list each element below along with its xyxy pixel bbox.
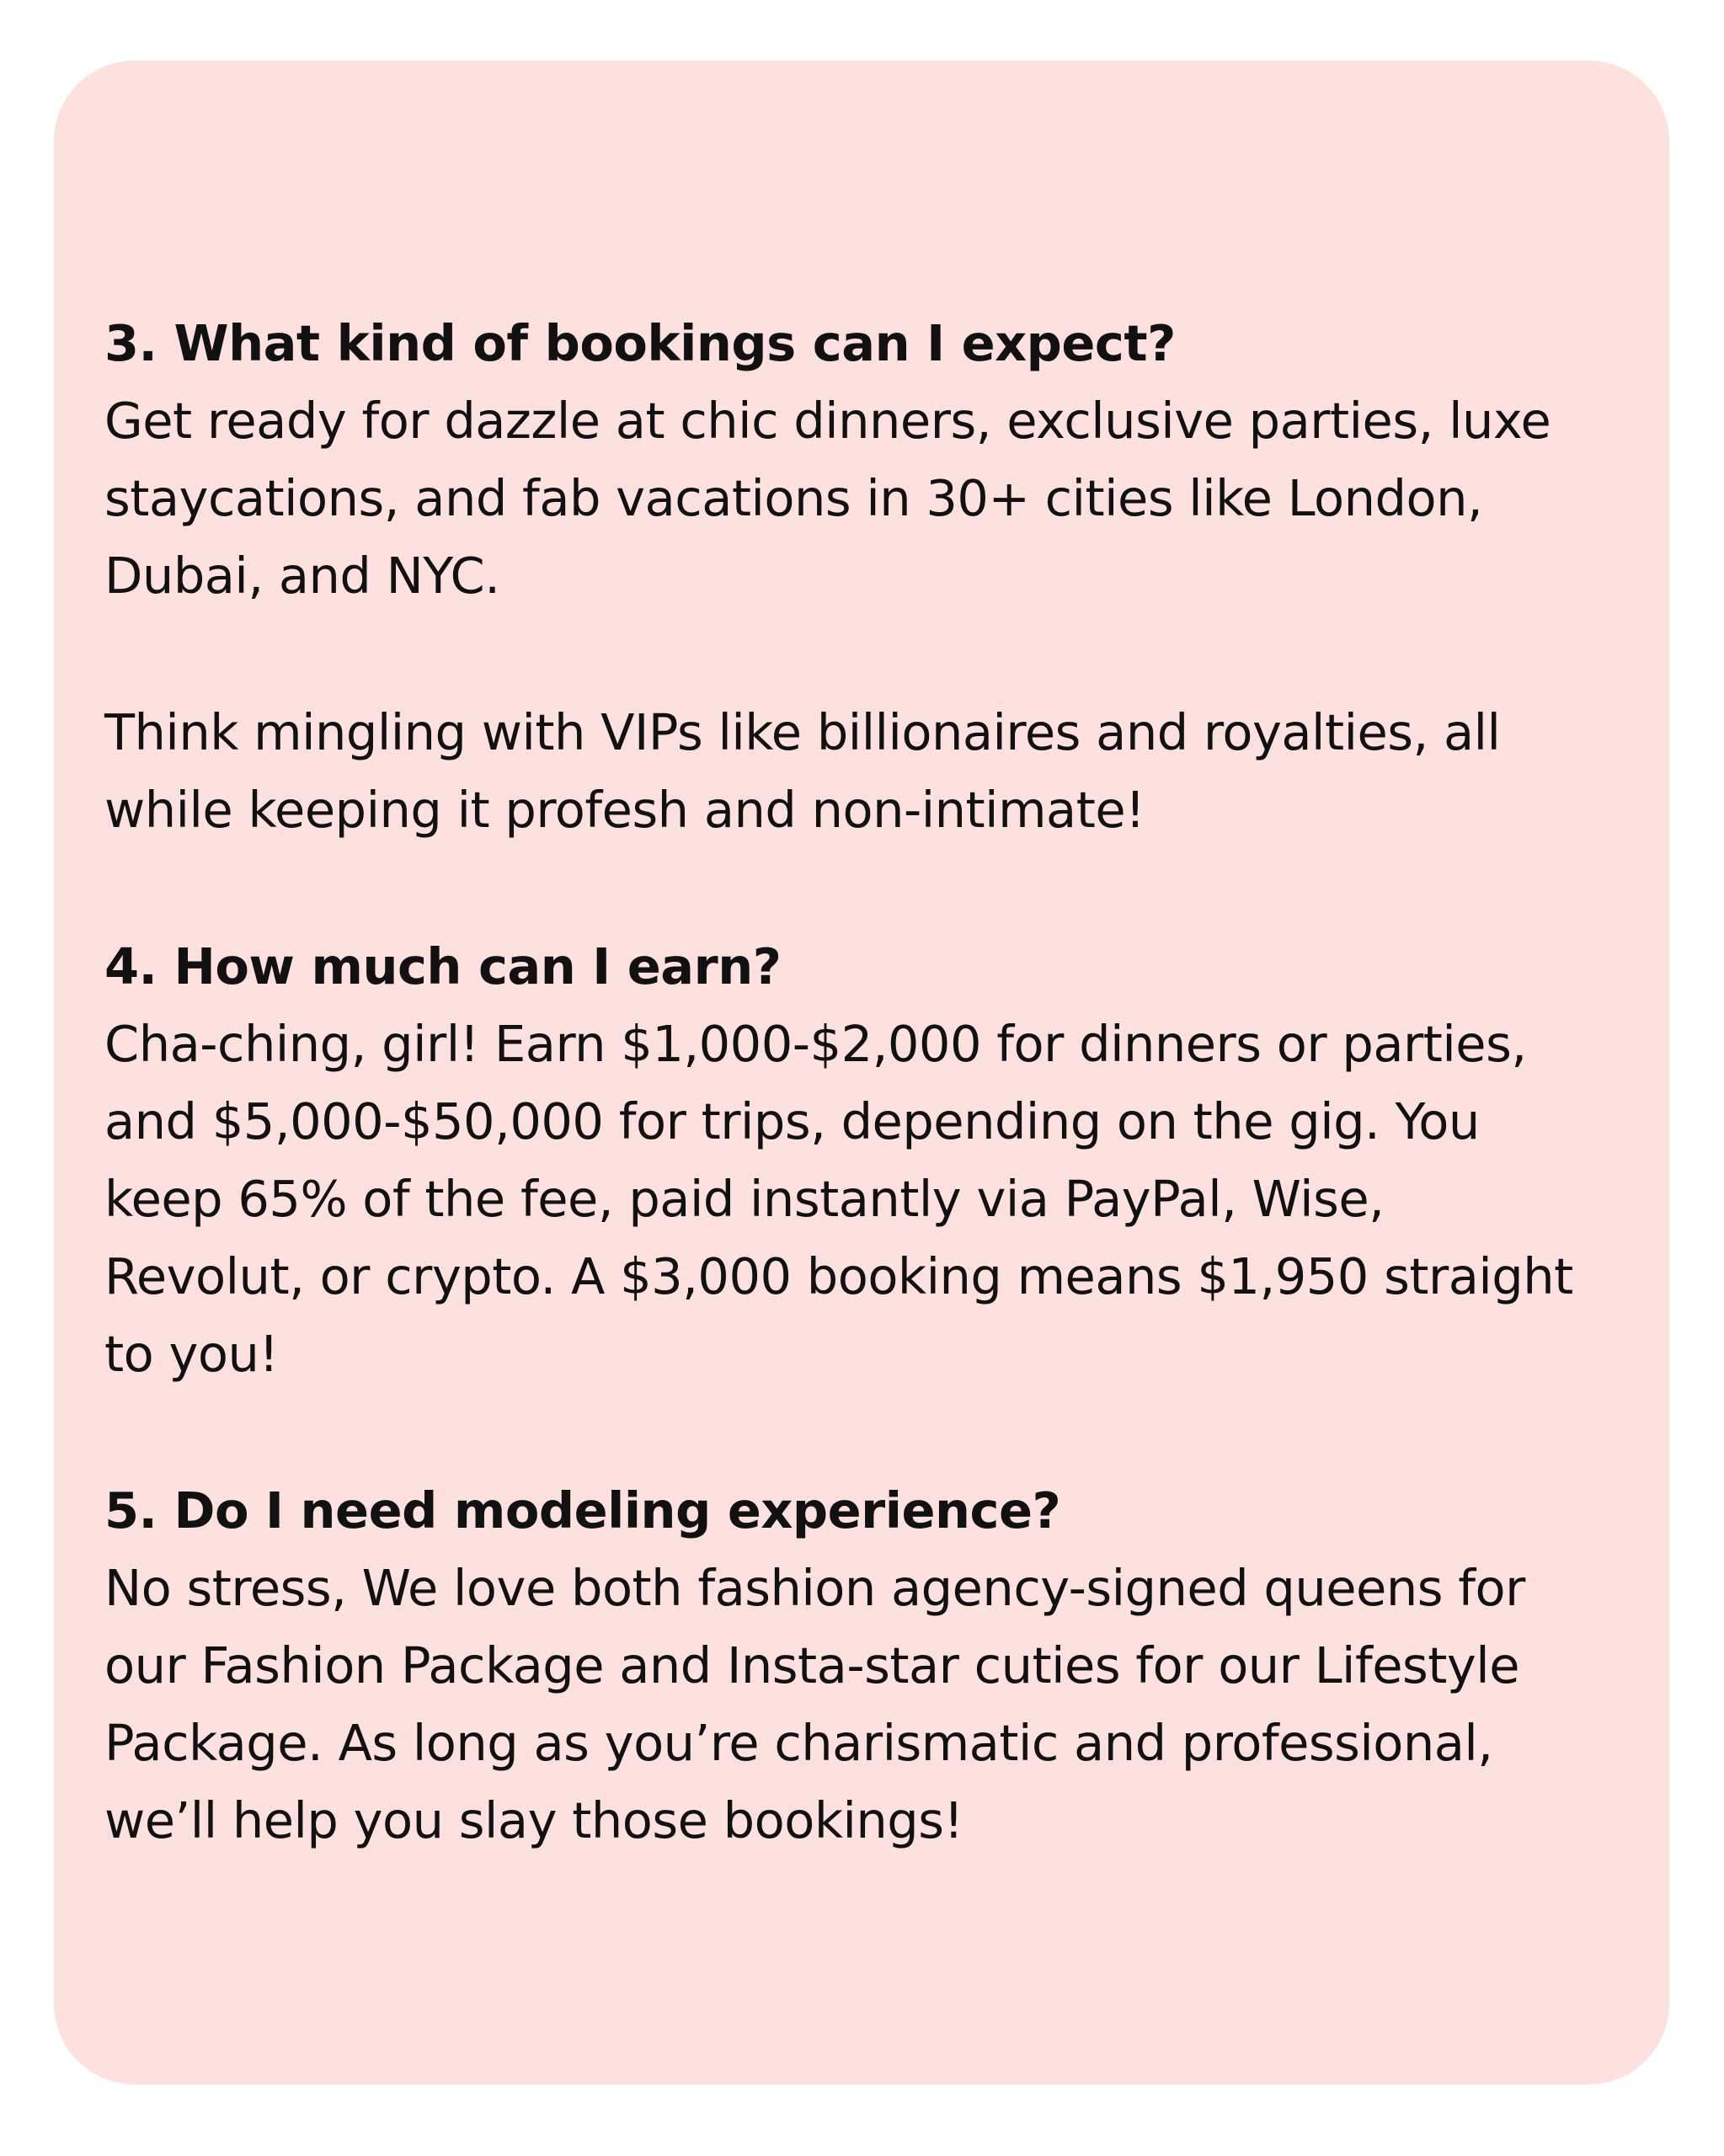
faq-answer: Think mingling with VIPs like billionaires and royalties, all while keeping it profesh and non-intimate! (104, 703, 1501, 839)
faq-question: 4. How much can I earn? (104, 937, 782, 995)
faq-list (104, 305, 1599, 1860)
faq-item-earnings (104, 928, 1599, 1393)
faq-answer: Get ready for dazzle at chic dinners, exclusive parties, luxe staycations, and fab vacations in 30+ cities like London, Dubai, and NYC. (104, 392, 1551, 605)
section-gap (104, 849, 1599, 928)
faq-question: 3. What kind of bookings can I expect? (104, 314, 1176, 372)
faq-item-bookings (104, 305, 1599, 849)
faq-answer: No stress, We love both fashion agency-signed queens for our Fashion Package and Insta-star cuties for our Lifestyle Package. As long as you’re charismatic and professional, we’ll help you slay those bookings! (104, 1559, 1525, 1849)
faq-card (54, 61, 1669, 2084)
faq-item-experience (104, 1472, 1599, 1860)
paragraph-gap (104, 615, 1599, 694)
faq-question: 5. Do I need modeling experience? (104, 1481, 1061, 1540)
faq-answer: Cha-ching, girl! Earn $1,000-$2,000 for dinners or parties, and $5,000-$50,000 for trips, depending on the gig. You keep 65% of the fee, paid instantly via PayPal, Wise, Revolut, or crypto. A $3,000 booking means $1,950 straight to you! (104, 1015, 1573, 1383)
section-gap (104, 1393, 1599, 1472)
